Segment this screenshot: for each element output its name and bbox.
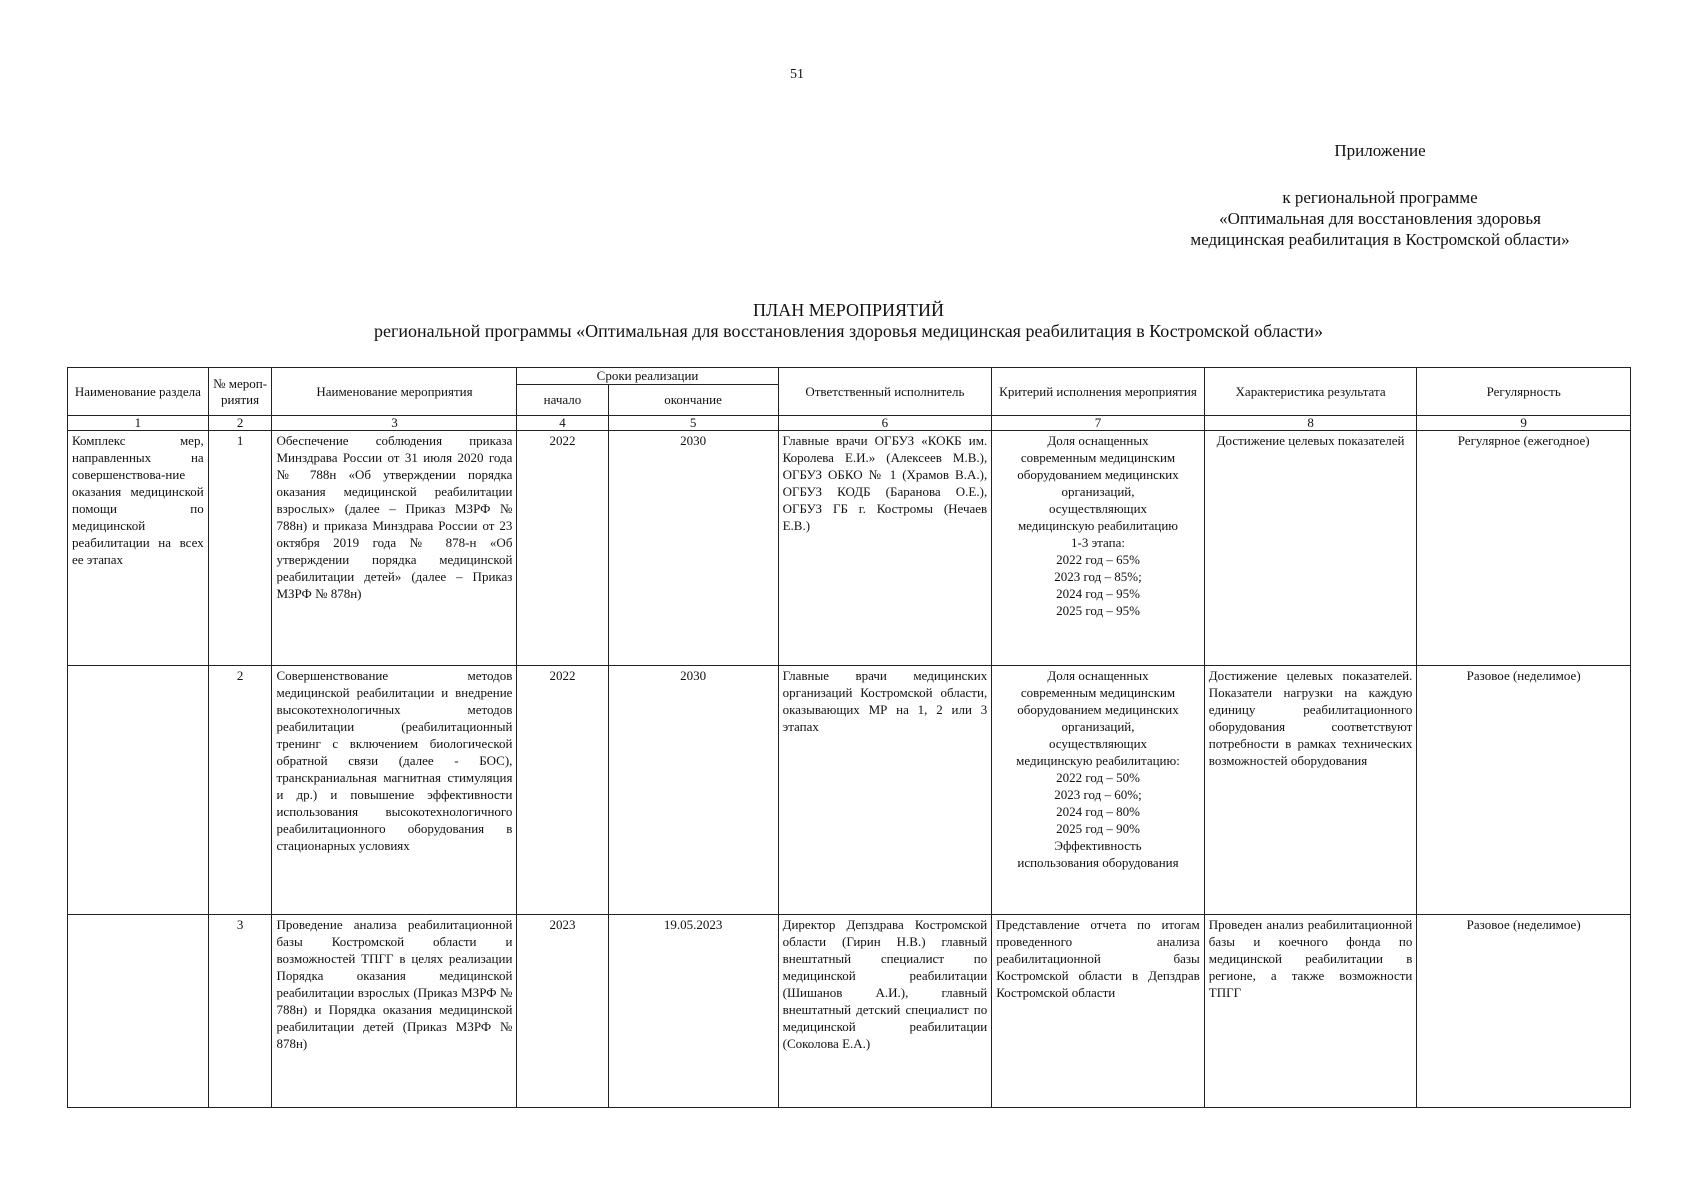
cell-end: 2030 [608, 666, 778, 915]
criterion-line: современным медицинским [1020, 685, 1176, 700]
criterion-line: 2022 год – 50% [1056, 770, 1140, 785]
cell-name: Совершенствование методов медицинской реабилитации и внедрение высокотехнологичных методов реабилитации (реабилитационный тренинг с включением биологической обратной связи (далее - БОС), транскраниальная магнитная стимуляция и др.) и повышение эффективности использования высокотехнологичного реабилитационного оборудования в стационарных условиях [272, 666, 517, 915]
header-regularity: Регулярность [1417, 368, 1631, 416]
cell-start: 2023 [517, 915, 608, 1108]
cell-regularity: Регулярное (ежегодное) [1417, 431, 1631, 666]
header-executor: Ответственный исполнитель [778, 368, 992, 416]
criterion-line: медицинскую реабилитацию: [1016, 753, 1180, 768]
criterion-line: Доля оснащенных [1047, 433, 1149, 448]
cell-end: 2030 [608, 431, 778, 666]
criterion-line: современным медицинским [1020, 450, 1176, 465]
plan-subtitle: региональной программы «Оптимальная для восстановления здоровья медицинская реабилитация в Костромской области» [374, 321, 1323, 341]
cell-result: Проведен анализ реабилитационной базы и коечного фонда по медицинской реабилитации в регионе, а также возможности ТПГГ [1204, 915, 1417, 1108]
appendix-line-3: медицинская реабилитация в Костромской области» [1190, 230, 1570, 249]
appendix-title: Приложение [1334, 141, 1426, 160]
criterion-line: 2024 год – 80% [1056, 804, 1140, 819]
cell-executor: Директор Депздрава Костромской области (Гирин Н.В.) главный внештатный специалист по медицинской реабилитации (Шишанов А.И.), главный внештатный детский специалист по медицинской реабилитации (Соколова Е.А.) [778, 915, 992, 1108]
cell-result: Достижение целевых показателей. Показатели нагрузки на каждую единицу реабилитационного оборудования соответствуют потребности в рамках технических возможностей оборудования [1204, 666, 1417, 915]
appendix-line-1: к региональной программе [1282, 188, 1478, 207]
table-row [68, 431, 1631, 666]
column-number: 9 [1417, 416, 1631, 431]
column-number: 1 [68, 416, 209, 431]
criterion-line: 1-3 этапа: [1071, 535, 1125, 550]
table-row [68, 915, 1631, 1108]
criterion-line: 2023 год – 85%; [1054, 569, 1142, 584]
cell-criterion [992, 666, 1205, 915]
cell-criterion [992, 431, 1205, 666]
criterion-line: оборудованием медицинских [1017, 702, 1179, 717]
header-name: Наименование мероприятия [272, 368, 517, 416]
criterion-line: использования оборудования [1017, 855, 1179, 870]
cell-regularity: Разовое (неделимое) [1417, 666, 1631, 915]
cell-executor: Главные врачи ОГБУЗ «КОКБ им. Королева Е.И.» (Алексеев М.В.), ОГБУЗ ОБКО № 1 (Храмов В.А.), ОГБУЗ КОДБ (Баранова О.Е.), ОГБУЗ ГБ г. Костромы (Нечаев Е.В.) [778, 431, 992, 666]
plan-table [67, 367, 1631, 1108]
column-number: 2 [208, 416, 272, 431]
cell-section [68, 915, 209, 1108]
criterion-line: осуществляющих [1048, 501, 1148, 516]
cell-result: Достижение целевых показателей [1204, 431, 1417, 666]
criterion-line: 2024 год – 95% [1056, 586, 1140, 601]
criterion-line: 2023 год – 60%; [1054, 787, 1142, 802]
criterion-line: 2025 год – 95% [1056, 603, 1140, 618]
criterion-line: оборудованием медицинских [1017, 467, 1179, 482]
header-criterion: Критерий исполнения мероприятия [992, 368, 1205, 416]
header-result: Характеристика результата [1204, 368, 1417, 416]
criterion-line: медицинскую реабилитацию [1017, 518, 1179, 533]
column-number: 8 [1204, 416, 1417, 431]
cell-end: 19.05.2023 [608, 915, 778, 1108]
cell-start: 2022 [517, 666, 608, 915]
cell-name: Обеспечение соблюдения приказа Минздрава России от 31 июля 2020 года № 788н «Об утверждении порядка оказания медицинской реабилитации взрослых» (далее – Приказ МЗРФ № 788н) и приказа Минздрава России от 23 октября 2019 года № 878-н «Об утверждении порядка медицинской реабилитации детей» (далее – Приказ МЗРФ № 878н) [272, 431, 517, 666]
cell-name: Проведение анализа реабилитационной базы Костромской области и возможностей ТПГГ в целях реализации Порядка оказания медицинской реабилитации взрослых (Приказ МЗРФ № 788н) и Порядка оказания медицинской реабилитации детей (Приказ МЗРФ № 878н) [272, 915, 517, 1108]
criterion-line: Доля оснащенных [1047, 668, 1149, 683]
column-number: 3 [272, 416, 517, 431]
criterion-line: 2025 год – 90% [1056, 821, 1140, 836]
cell-num: 3 [208, 915, 272, 1108]
appendix-subtitle [1100, 187, 1660, 250]
cell-num: 2 [208, 666, 272, 915]
criterion-line: 2022 год – 65% [1056, 552, 1140, 567]
cell-num: 1 [208, 431, 272, 666]
table-row [68, 666, 1631, 915]
header-end: окончание [608, 385, 778, 416]
plan-title: ПЛАН МЕРОПРИЯТИЙ [753, 300, 944, 320]
criterion-line: организаций, [1061, 719, 1135, 734]
cell-regularity: Разовое (неделимое) [1417, 915, 1631, 1108]
header-num: № мероп-риятия [208, 368, 272, 416]
page-number: 51 [790, 67, 804, 82]
column-number: 7 [992, 416, 1205, 431]
criterion-line: Эффективность [1054, 838, 1142, 853]
cell-section: Комплекс мер, направленных на совершенствова-ние оказания медицинской помощи по медицинской реабилитации на всех ее этапах [68, 431, 209, 666]
column-number: 4 [517, 416, 608, 431]
cell-criterion: Представление отчета по итогам проведенного анализа реабилитационной базы Костромской области в Депздрав Костромской области [992, 915, 1205, 1108]
header-start: начало [517, 385, 608, 416]
appendix-line-2: «Оптимальная для восстановления здоровья [1219, 209, 1541, 228]
cell-start: 2022 [517, 431, 608, 666]
column-number: 6 [778, 416, 992, 431]
cell-executor: Главные врачи медицинских организаций Костромской области, оказывающих МР на 1, 2 или 3 этапах [778, 666, 992, 915]
criterion-line: осуществляющих [1048, 736, 1148, 751]
criterion-line: организаций, [1061, 484, 1135, 499]
cell-section [68, 666, 209, 915]
header-section: Наименование раздела [68, 368, 209, 416]
column-number: 5 [608, 416, 778, 431]
header-period: Сроки реализации [517, 368, 778, 385]
